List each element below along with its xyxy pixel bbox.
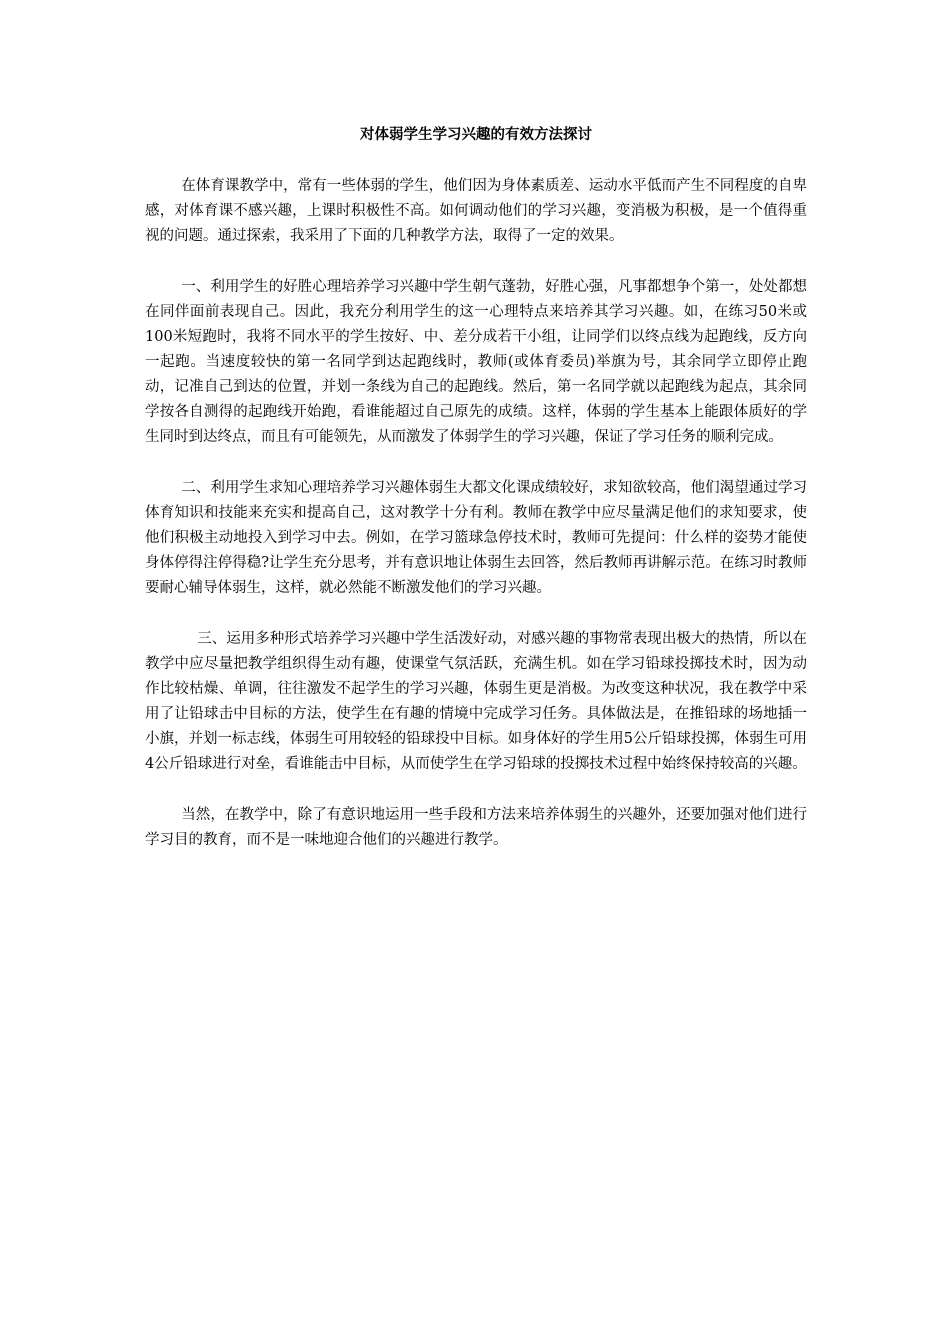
paragraph-spacer	[145, 601, 807, 627]
paragraph-spacer	[145, 249, 807, 275]
conclusion-paragraph: 当然，在教学中，除了有意识地运用一些手段和方法来培养体弱生的兴趣外，还要加强对他们进行学习目的教育，而不是一味地迎合他们的兴趣进行教学。	[145, 807, 807, 848]
document-body	[145, 124, 807, 853]
section-3-paragraph: 三、运用多种形式培养学习兴趣中学生活泼好动，对感兴趣的事物常表现出极大的热情，所以在教学中应尽量把教学组织得生动有趣，使课堂气氛活跃，充满生机。如在学习铅球投掷技术时，因为动作比较枯燥、单调，往往激发不起学生的学习兴趣，体弱生更是消极。为改变这种状况，我在教学中采用了让铅球击中目标的方法，使学生在有趣的情境中完成学习任务。具体做法是，在推铅球的场地插一小旗，并划一标志线，体弱生可用较轻的铅球投中目标。如身体好的学生用5公斤铅球投掷，体弱生可用4公斤铅球进行对垒，看谁能击中目标，从而使学生在学习铅球的投掷技术过程中始终保持较高的兴趣。	[145, 631, 807, 772]
paragraph-spacer	[145, 777, 807, 803]
intro-paragraph: 在体育课教学中，常有一些体弱的学生，他们因为身体素质差、运动水平低而产生不同程度的自卑感，对体育课不感兴趣，上课时积极性不高。如何调动他们的学习兴趣，变消极为积极，是一个值得重视的问题。通过探索，我采用了下面的几种教学方法，取得了一定的效果。	[145, 178, 807, 244]
section-2-paragraph: 二、利用学生求知心理培养学习兴趣体弱生大都文化课成绩较好，求知欲较高，他们渴望通过学习体育知识和技能来充实和提高自己，这对教学十分有利。教师在教学中应尽量满足他们的求知要求，使他们积极主动地投入到学习中去。例如，在学习篮球急停技术时，教师可先提问：什么样的姿势才能使身体停得注停得稳?让学生充分思考，并有意识地让体弱生去回答，然后教师再讲解示范。在练习时教师要耐心辅导体弱生，这样，就必然能不断激发他们的学习兴趣。	[145, 480, 807, 596]
document-title: 对体弱学生学习兴趣的有效方法探讨	[360, 126, 592, 143]
paragraph-spacer	[145, 450, 807, 476]
section-1-paragraph: 一、利用学生的好胜心理培养学习兴趣中学生朝气蓬勃，好胜心强，凡事都想争个第一，处处都想在同伴面前表现自己。因此，我充分利用学生的这一心理特点来培养其学习兴趣。如，在练习50米或100米短跑时，我将不同水平的学生按好、中、差分成若干小组，让同学们以终点线为起跑线，反方向一起跑。当速度较快的第一名同学到达起跑线时，教师(或体育委员)举旗为号，其余同学立即停止跑动，记准自己到达的位置，并划一条线为自己的起跑线。然后，第一名同学就以起跑线为起点，其余同学按各自测得的起跑线开始跑，看谁能超过自己原先的成绩。这样，体弱的学生基本上能跟体质好的学生同时到达终点，而且有可能领先，从而激发了体弱学生的学习兴趣，保证了学习任务的顺利完成。	[145, 279, 807, 445]
